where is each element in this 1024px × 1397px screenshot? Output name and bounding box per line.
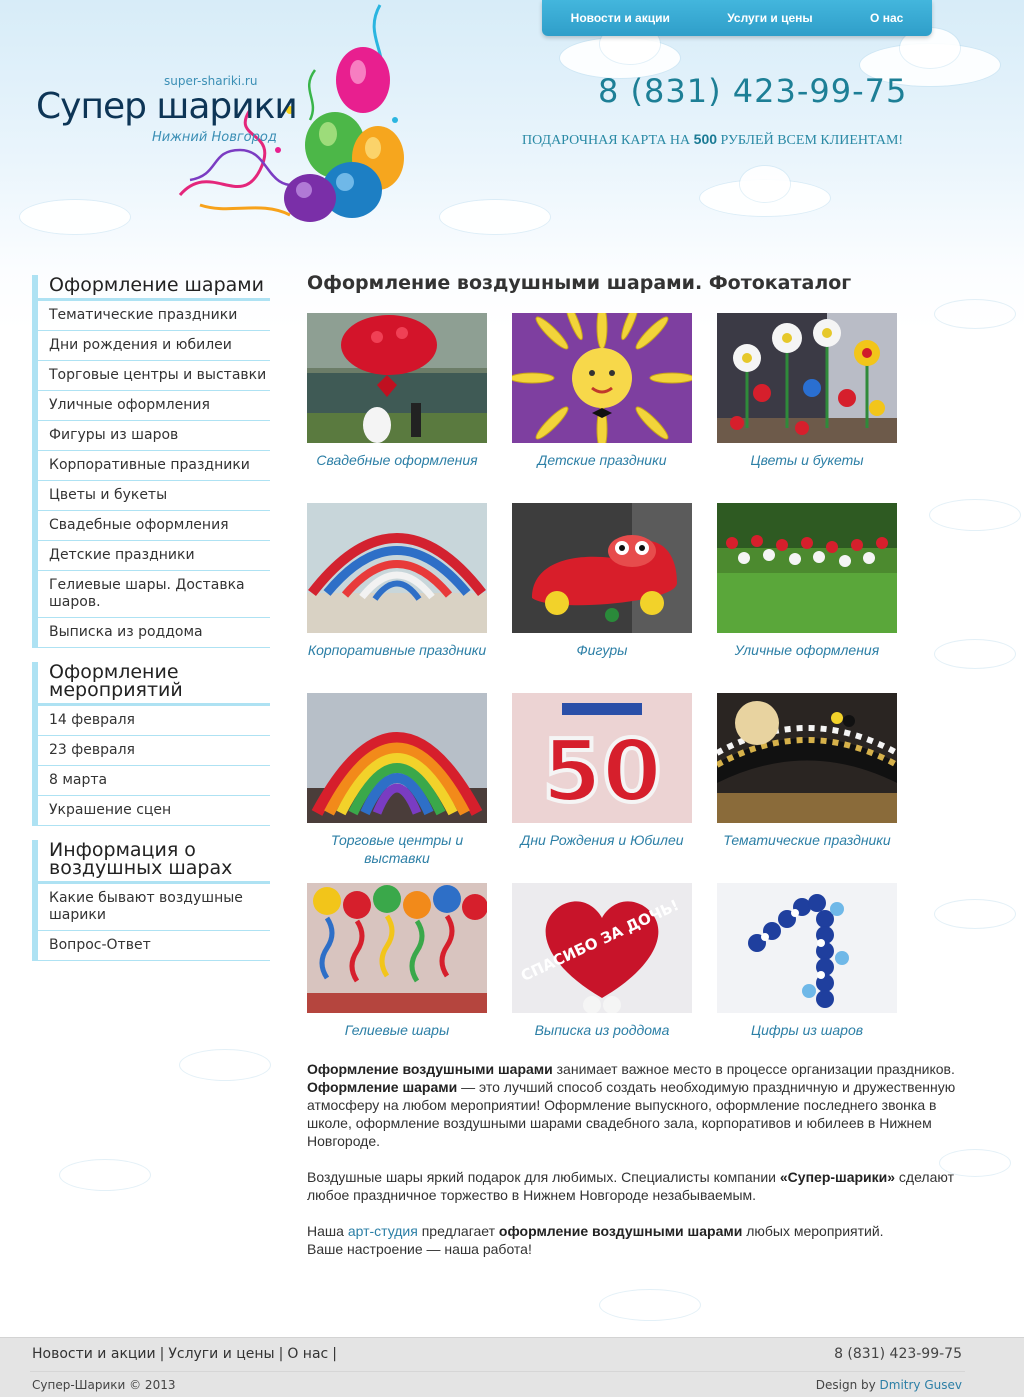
sidebar-item-birthdays[interactable]: Дни рождения и юбилеи xyxy=(38,331,270,361)
footer-navigation xyxy=(32,1346,341,1362)
article-bold: Оформление шарами xyxy=(307,1079,458,1095)
promo-banner xyxy=(522,131,903,149)
sidebar-item-feb23[interactable]: 23 февраля xyxy=(38,736,270,766)
footer-phone: 8 (831) 423-99-75 xyxy=(834,1346,962,1362)
sidebar-item-faq[interactable]: Вопрос-Ответ xyxy=(38,931,270,961)
article-text-span: занимает важное место в процессе организации праздников. xyxy=(552,1061,955,1077)
gallery-item-street[interactable] xyxy=(717,503,897,659)
promo-text-prefix: ПОДАРОЧНАЯ КАРТА НА xyxy=(522,133,694,148)
balloon-flowers-photo xyxy=(717,313,897,443)
gallery-caption: Корпоративные праздники xyxy=(307,642,487,658)
nav-about[interactable]: О нас xyxy=(870,11,904,25)
heart-balloon-text: СПАСИБО ЗА ДОЧЬ! xyxy=(518,895,682,986)
gallery-caption: Гелиевые шары xyxy=(344,1022,450,1038)
site-footer xyxy=(0,1337,1024,1397)
footer-nav-services[interactable]: Услуги и цены xyxy=(168,1346,275,1362)
sidebar-heading: Оформление шарами xyxy=(38,275,270,301)
promo-amount: 500 xyxy=(693,131,718,147)
hall-decor-photo xyxy=(717,693,897,823)
gallery-caption: Фигуры xyxy=(576,642,628,658)
gallery-caption: Уличные оформления xyxy=(734,642,880,658)
sidebar-item-corporate[interactable]: Корпоративные праздники xyxy=(38,451,270,481)
article-bold: Оформление воздушными шарами xyxy=(307,1061,553,1077)
sidebar-item-feb14[interactable]: 14 февраля xyxy=(38,706,270,736)
main-content xyxy=(307,272,956,1257)
sidebar-item-maternity[interactable]: Выписка из роддома xyxy=(38,618,270,648)
design-prefix: Design by xyxy=(815,1378,880,1392)
lawn-flowers-photo xyxy=(717,503,897,633)
gallery-item-corporate[interactable] xyxy=(307,503,487,659)
gallery-caption: Тематические праздники xyxy=(723,832,891,848)
sidebar-item-malls[interactable]: Торговые центры и выставки xyxy=(38,361,270,391)
sidebar-item-figures[interactable]: Фигуры из шаров xyxy=(38,421,270,451)
heart-balloon-photo xyxy=(512,883,692,1013)
article-text xyxy=(307,1060,957,1276)
sidebar-block-balloon-decor xyxy=(32,275,270,648)
header-phone: 8 (831) 423-99-75 xyxy=(598,72,908,110)
sidebar-heading: Оформление мероприятий xyxy=(38,662,270,706)
footer-divider xyxy=(30,1371,965,1372)
rainbow-arch-photo xyxy=(307,693,487,823)
top-navigation xyxy=(542,0,932,36)
gallery-item-flowers[interactable] xyxy=(717,313,897,469)
design-author-link[interactable]: Dmitry Gusev xyxy=(879,1378,962,1392)
sidebar-item-stage[interactable]: Украшение сцен xyxy=(38,796,270,826)
gallery-item-maternity[interactable] xyxy=(512,883,692,1039)
gallery-caption: Выписка из роддома xyxy=(534,1022,670,1038)
nav-news[interactable]: Новости и акции xyxy=(570,11,670,25)
article-text-span: Воздушные шары яркий подарок для любимых. Специалисты компании xyxy=(307,1169,780,1185)
sidebar-item-mar8[interactable]: 8 марта xyxy=(38,766,270,796)
gallery-caption: Цифры из шаров xyxy=(750,1022,864,1038)
article-text-span: предлагает xyxy=(417,1223,499,1239)
gallery-caption: Торговые центры и выставки xyxy=(330,832,464,866)
footer-separator: | xyxy=(159,1346,165,1362)
number-50-photo xyxy=(512,693,692,823)
footer-nav-news[interactable]: Новости и акции xyxy=(32,1346,156,1362)
gallery-item-numbers[interactable] xyxy=(717,883,897,1039)
article-paragraph xyxy=(307,1168,957,1204)
sidebar-item-themed-parties[interactable]: Тематические праздники xyxy=(38,301,270,331)
footer-copyright: Супер-Шарики © 2013 xyxy=(32,1378,176,1392)
wedding-photo xyxy=(307,313,487,443)
article-paragraph xyxy=(307,1222,957,1258)
gallery-item-kids[interactable] xyxy=(512,313,692,469)
page-title: Оформление воздушными шарами. Фотокаталог xyxy=(307,272,852,294)
article-text-span: любых мероприятий. xyxy=(742,1223,884,1239)
gallery-item-helium[interactable] xyxy=(307,883,487,1039)
art-studio-link[interactable]: арт-студия xyxy=(347,1223,418,1239)
site-logo[interactable] xyxy=(30,0,420,240)
sidebar-heading: Информация о воздушных шарах xyxy=(38,840,270,884)
gallery-caption: Цветы и букеты xyxy=(750,452,864,468)
article-bold: оформление воздушными шарами xyxy=(498,1223,743,1239)
footer-separator: | xyxy=(332,1346,337,1362)
article-slogan: Ваше настроение — наша работа! xyxy=(307,1241,532,1257)
gallery-caption: Дни Рождения и Юбилеи xyxy=(520,832,684,848)
sidebar-block-events xyxy=(32,662,270,826)
sidebar-item-kids[interactable]: Детские праздники xyxy=(38,541,270,571)
article-bold: «Супер-шарики» xyxy=(779,1169,896,1185)
gallery-item-birthdays[interactable] xyxy=(512,693,692,849)
footer-design-credit xyxy=(816,1378,962,1392)
gallery-item-themed[interactable] xyxy=(717,693,897,849)
sidebar-item-helium[interactable]: Гелиевые шары. Доставка шаров. xyxy=(38,571,270,618)
number-1-photo xyxy=(717,883,897,1013)
article-text-span: — это лучший способ создать необходимую праздничную и дружественную атмосферу на любом мероприятии! Оформление выпускного, оформление последнего звонка в школе, оформление воздушными шарами свадебного зала, корпоративов и юбилеев в Нижнем Новгороде. xyxy=(307,1079,956,1149)
sidebar-item-street[interactable]: Уличные оформления xyxy=(38,391,270,421)
nav-services[interactable]: Услуги и цены xyxy=(727,11,813,25)
site-header xyxy=(0,0,1024,250)
article-text-span: Наша xyxy=(307,1223,348,1239)
gallery-item-figures[interactable] xyxy=(512,503,692,659)
balloon-car-photo xyxy=(512,503,692,633)
sidebar-block-info xyxy=(32,840,270,961)
arches-mall-photo xyxy=(307,503,487,633)
site-url: super-shariki.ru xyxy=(164,74,258,88)
sun-balloon-photo xyxy=(512,313,692,443)
number-50-label: 50 xyxy=(542,722,662,822)
gallery-item-malls[interactable] xyxy=(307,693,487,867)
sidebar-item-balloon-types[interactable]: Какие бывают воздушные шарики xyxy=(38,884,270,931)
footer-nav-about[interactable]: О нас xyxy=(287,1346,329,1362)
site-title: Супер шарики xyxy=(36,86,297,127)
article-paragraph xyxy=(307,1060,957,1150)
gallery-caption: Детские праздники xyxy=(537,452,667,468)
gallery-item-wedding[interactable] xyxy=(307,313,487,469)
sidebar xyxy=(32,275,270,975)
site-city: Нижний Новгород xyxy=(152,130,277,145)
sidebar-item-wedding[interactable]: Свадебные оформления xyxy=(38,511,270,541)
footer-separator: | xyxy=(278,1346,284,1362)
promo-text-suffix: РУБЛЕЙ ВСЕМ КЛИЕНТАМ! xyxy=(717,133,904,148)
gallery-caption: Свадебные оформления xyxy=(316,452,478,468)
sidebar-item-flowers[interactable]: Цветы и букеты xyxy=(38,481,270,511)
helium-balloons-photo xyxy=(307,883,487,1013)
article-text-span: сделают любое праздничное торжество в Нижнем Новгороде незабываемым. xyxy=(307,1169,954,1203)
